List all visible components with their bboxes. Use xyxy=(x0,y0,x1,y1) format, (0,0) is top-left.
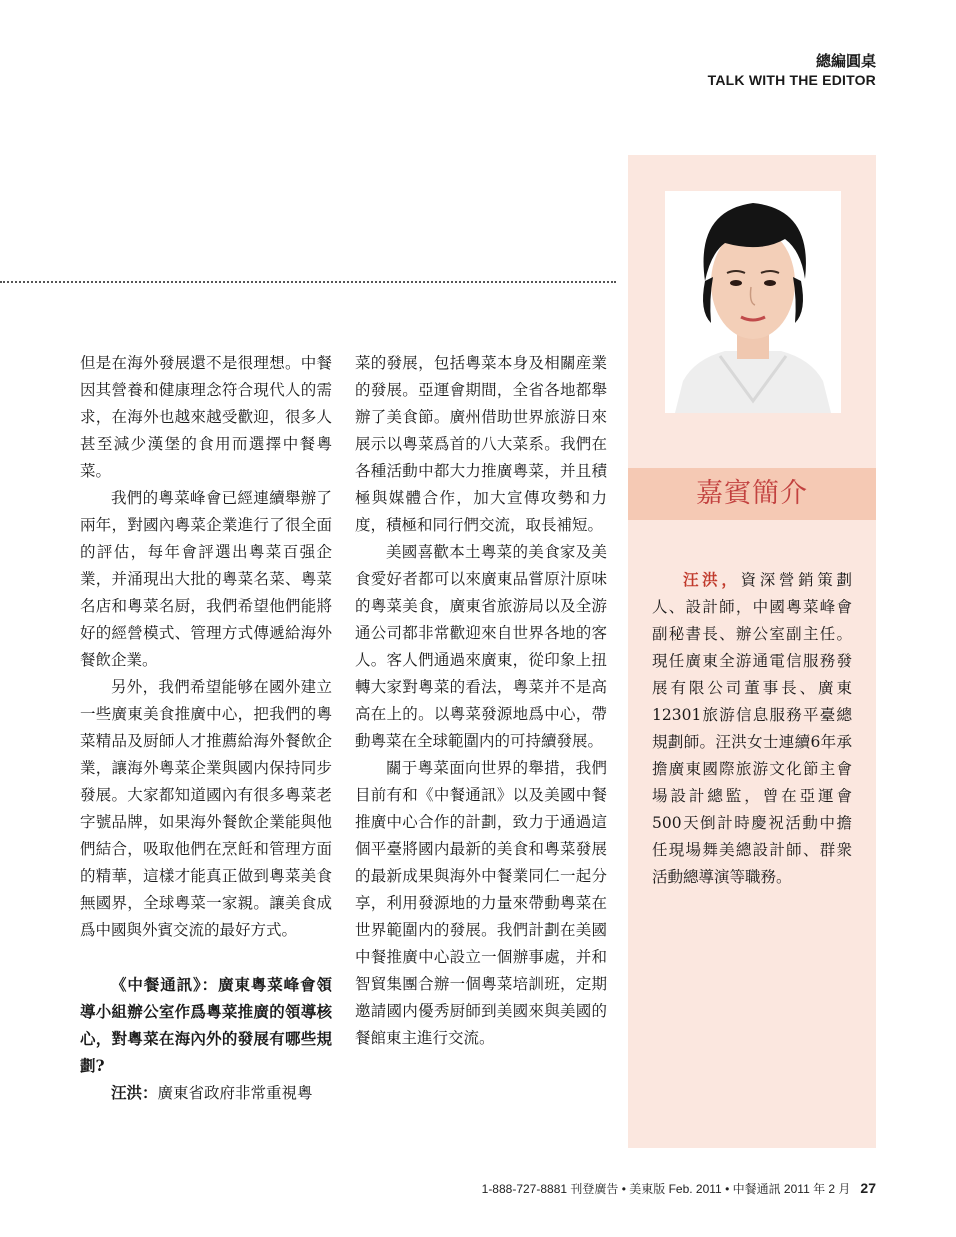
page-number: 27 xyxy=(860,1180,876,1196)
paragraph: 關于粵菜面向世界的舉措，我們目前有和《中餐通訊》以及美國中餐推廣中心合作的計劃，致力于通過這個平臺將國内最新的美食和粵菜發展的最新成果與海外中餐業同仁一起分享，利用發源地的力量來帶動粵菜在世界範圍内的發展。我們計劃在美國中餐推廣中心設立一個辦事處，并和智貿集團合辦一個粵菜培訓班，定期邀請國内優秀厨師到美國來與美國的餐館東主進行交流。 xyxy=(355,759,607,1047)
article-column-1 xyxy=(80,350,332,1107)
section-title-chinese: 總編圓桌 xyxy=(815,52,876,70)
interview-question: 《中餐通訊》：廣東粵菜峰會領導小組辦公室作爲粵菜推廣的領導核心，對粵菜在海內外的發展有哪些規劃? xyxy=(80,975,332,1075)
paragraph: 另外，我們希望能够在國外建立一些廣東美食推廣中心，把我們的粵菜精品及厨師人才推薦給海外餐飲企業，讓海外粵菜企業與國内保持同步發展。大家都知道國內有很多粵菜老字號品牌，如果海外餐飲企業能與他們結合，吸取他們在烹飪和管理方面的精華，這樣才能真正做到粵菜美食無國界，全球粵菜一家親。讓美食成爲中國與外賓交流的最好方式。 xyxy=(80,678,332,939)
spacer xyxy=(80,944,332,971)
section-title-english: TALK WITH THE EDITOR xyxy=(707,72,876,88)
paragraph: 我們的粵菜峰會已經連續舉辦了兩年，對國內粵菜企業進行了很全面的評估，每年會評選出粵菜百强企業，并涌現出大批的粵菜名菜、粵菜名店和粵菜名厨，我們希望他們能將好的經營模式、管理方式傳遞給海外餐飲企業。 xyxy=(80,489,332,669)
paragraph: 但是在海外發展還不是很理想。中餐因其營養和健康理念符合現代人的需求，在海外也越來越受歡迎，很多人甚至減少漢堡的食用而選擇中餐粵菜。 xyxy=(80,354,332,480)
paragraph: 美國喜歡本土粵菜的美食家及美食愛好者都可以來廣東品嘗原汁原味的粵菜美食，廣東省旅游局以及全游通公司都非常歡迎來自世界各地的客人。客人們通過來廣東，從印象上扭轉大家對粵菜的看法，粵菜并不是高高在上的。以粵菜發源地爲中心，帶動粵菜在全球範圍内的可持續發展。 xyxy=(355,543,607,750)
answer-text: 廣東省政府非常重視粵 xyxy=(157,1084,313,1102)
dotted-divider xyxy=(0,281,616,283)
guest-bio xyxy=(652,566,852,891)
interview-answer xyxy=(80,1079,332,1107)
footer-text: 1-888-727-8881 刊登廣告 • 美東版 Feb. 2011 • 中餐通訊 2011 年 2 月 xyxy=(481,1182,851,1196)
article-column-2 xyxy=(355,350,607,1052)
paragraph: 菜的發展，包括粵菜本身及相關産業的發展。亞運會期間，全省各地都舉辦了美食節。廣州借助世界旅游日來展示以粵菜爲首的八大菜系。我們在各種活動中都大力推廣粵菜，并且積極與媒體合作，加大宣傳攻勢和力度，積極和同行們交流，取長補短。 xyxy=(355,354,607,534)
guest-name: 汪洪， xyxy=(683,570,741,589)
answer-speaker: 汪洪： xyxy=(111,1083,158,1102)
guest-portrait-photo xyxy=(665,191,841,413)
page-footer xyxy=(482,1180,876,1197)
guest-bio-text: 資深營銷策劃人、設計師，中國粵菜峰會副秘書長、辦公室副主任。現任廣東全游通電信服務發展有限公司董事長、廣東12301旅游信息服務平臺總規劃師。汪洪女士連續6年承擔廣東國際旅游文化節主會場設計總監，曾在亞運會500天倒計時慶祝活動中擔任現場舞美總設計師、群衆活動總導演等職務。 xyxy=(652,571,852,886)
guest-intro-title: 嘉賓簡介 xyxy=(696,478,808,509)
